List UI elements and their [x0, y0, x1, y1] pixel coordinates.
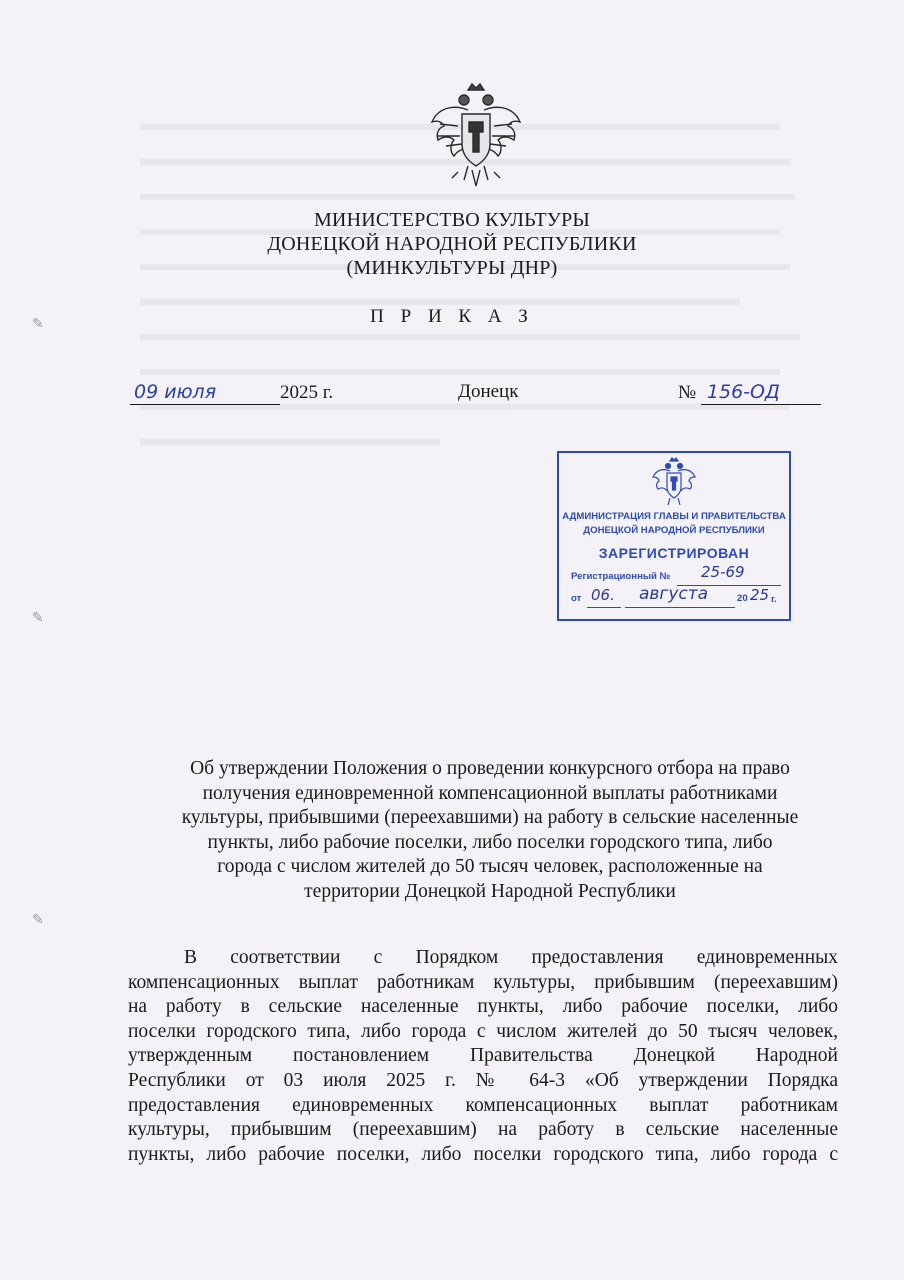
- stamp-date-year-prefix: 20: [737, 593, 748, 604]
- registration-stamp: [557, 451, 791, 621]
- handwritten-date: 09 июля: [134, 381, 217, 403]
- order-city: Донецк: [458, 381, 519, 402]
- stamp-date-year: 25: [750, 586, 770, 604]
- ministry-name-line2: ДОНЕЦКОЙ НАРОДНОЙ РЕСПУБЛИКИ: [267, 233, 637, 255]
- ministry-name-line1: МИНИСТЕРСТВО КУЛЬТУРЫ: [313, 209, 591, 231]
- title-line: культуры, прибывшими (переехавшими) на работу в сельские населенные: [181, 807, 799, 828]
- order-year: 2025 г.: [280, 382, 334, 403]
- body-line: поселки городского типа, либо города с числом жителей до 50 тысяч человек,: [128, 1020, 838, 1042]
- stamp-authority-line2: ДОНЕЦКОЙ НАРОДНОЙ РЕСПУБЛИКИ: [583, 525, 765, 536]
- number-sign: №: [678, 382, 697, 403]
- stamp-date-month: августа: [639, 584, 709, 604]
- title-line: получения единовременной компенсационной выплаты работниками: [202, 782, 778, 804]
- body-line: пункты, либо рабочие поселки, либо поселки городского типа, либо города с: [128, 1143, 838, 1165]
- punch-mark: ✎: [32, 611, 44, 626]
- coat-of-arms-icon: [428, 82, 524, 188]
- stamp-date-year-end: г.: [771, 594, 777, 605]
- body-line: В соответствии с Порядком предоставления единовременных: [184, 947, 838, 968]
- punch-mark: ✎: [32, 317, 44, 332]
- document-type-heading: П Р И К А З: [370, 306, 534, 327]
- order-title: [140, 757, 840, 904]
- body-line: культуры, прибывшим (переехавшим) на работу в сельские населенные: [128, 1119, 838, 1141]
- body-line: на работу в сельские населенные пункты, либо рабочие поселки, либо: [128, 996, 838, 1018]
- order-body: [128, 946, 838, 1167]
- body-line: компенсационных выплат работникам культуры, прибывшим (переехавшим): [128, 971, 838, 993]
- title-line: пункты, либо рабочие поселки, либо поселки городского типа, либо: [207, 831, 773, 853]
- order-date: [130, 381, 333, 405]
- body-line: предоставления единовременных компенсационных выплат работникам: [128, 1094, 838, 1116]
- ministry-abbreviation: (МИНКУЛЬТУРЫ ДНР): [346, 257, 558, 279]
- body-line: утвержденным постановлением Правительства Донецкой Народной: [128, 1045, 838, 1067]
- date-day-line: [587, 607, 621, 608]
- stamp-authority-line1: АДМИНИСТРАЦИЯ ГЛАВЫ И ПРАВИТЕЛЬСТВА: [562, 511, 786, 522]
- date-month-line: [625, 607, 735, 608]
- stamp-emblem-icon: [651, 457, 697, 507]
- punch-mark: ✎: [32, 913, 44, 928]
- title-line: территории Донецкой Народной Республики: [304, 880, 676, 902]
- stamp-date-label: от: [571, 593, 582, 604]
- handwritten-number: 156-ОД: [706, 381, 780, 403]
- stamp-status: ЗАРЕГИСТРИРОВАН: [598, 545, 750, 561]
- stamp-date-day: 06.: [591, 586, 615, 604]
- body-line: Республики от 03 июля 2025 г. № 64-3 «Об утверждении Порядка: [128, 1069, 838, 1091]
- stamp-reg-label: Регистрационный №: [571, 571, 671, 582]
- stamp-reg-number: 25-69: [701, 563, 745, 581]
- title-line: Об утверждении Положения о проведении конкурсного отбора на право: [190, 758, 790, 779]
- title-line: города с числом жителей до 50 тысяч человек, расположенные на: [217, 856, 763, 877]
- order-number: [678, 381, 821, 405]
